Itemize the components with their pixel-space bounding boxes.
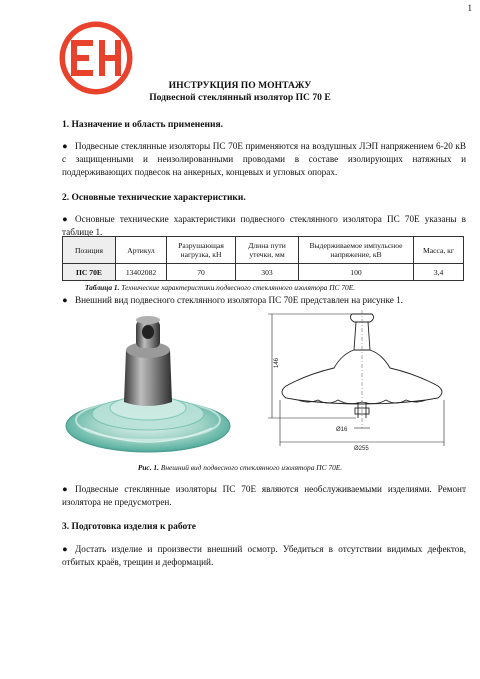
table-cell: 70 — [167, 264, 236, 281]
page-number: 1 — [467, 3, 472, 13]
section3-body: Достать изделие и произвести внешний осмотр. Убедиться в отсутствии видимых дефектов, отбитых краёв, трещин и деформаций. — [62, 544, 466, 567]
table-header: Позиция — [63, 237, 116, 264]
bullet-icon: ● — [62, 141, 68, 151]
section1-heading: 1. Назначение и область применения. — [62, 120, 223, 130]
bullet-icon: ● — [62, 295, 68, 305]
doc-subtitle: Подвесной стеклянный изолятор ПС 70 Е — [149, 92, 331, 103]
height-dimension: 146 — [274, 357, 280, 368]
insulator-drawing — [268, 310, 468, 460]
table-header: Выдерживаемое импульсное напряжение, кВ — [299, 237, 414, 264]
bullet-icon: ● — [62, 484, 68, 494]
figure-intro-text: Внешний вид подвесного стеклянного изолятора ПС 70Е представлен на рисунке 1. — [75, 295, 403, 305]
table-caption — [0, 283, 460, 292]
table-cell: 3,4 — [414, 264, 464, 281]
maintenance-text: Подвесные стеклянные изоляторы ПС 70Е являются необслуживаемыми изделиями. Ремонт изолятора не предусмотрен. — [62, 484, 466, 507]
doc-title: ИНСТРУКЦИЯ ПО МОНТАЖУ — [168, 80, 312, 91]
table-header: Длина пути утечки, мм — [236, 237, 299, 264]
section2-heading: 2. Основные технические характеристики. — [62, 193, 246, 203]
specs-table — [62, 236, 464, 281]
table-caption-label: Таблица 1. — [84, 283, 120, 292]
figure-caption-label: Рис. 1. — [137, 463, 159, 472]
table-header: Артикул — [116, 237, 167, 264]
figure-caption-text: Внешний вид подвесного стеклянного изолятора ПС 70Е. — [160, 463, 343, 472]
table-cell: ПС 70Е — [63, 264, 116, 281]
section3-heading: 3. Подготовка изделия к работе — [62, 522, 196, 532]
insulator-photo — [64, 310, 232, 460]
bullet-icon: ● — [62, 544, 68, 554]
section3-text — [62, 543, 466, 569]
section1-text — [62, 140, 466, 179]
figure-intro — [62, 294, 466, 307]
table-cell: 100 — [299, 264, 414, 281]
pin-dimension: Ø16 — [336, 427, 348, 433]
table-caption-text: Технические характеристики подвесного стеклянного изолятора ПС 70Е. — [121, 283, 356, 292]
table-cell: 303 — [236, 264, 299, 281]
bullet-icon: ● — [62, 214, 68, 224]
table-header: Масса, кг — [414, 237, 464, 264]
table-header: Разрушающая нагрузка, кН — [167, 237, 236, 264]
diameter-dimension: Ø255 — [354, 446, 369, 452]
section2-intro-text: Основные технические характеристики подвесного стеклянного изолятора ПС 70Е указаны в таблице 1. — [62, 214, 466, 237]
figure-caption — [0, 463, 480, 472]
table-row — [63, 264, 464, 281]
table-header-row — [63, 237, 464, 264]
table-cell: 13402082 — [116, 264, 167, 281]
maintenance-note — [62, 483, 466, 509]
section1-body: Подвесные стеклянные изоляторы ПС 70Е применяются на воздушных ЛЭП напряжением 6-20 кВ с защищенными и неизолированными проводами в составе изолирующих натяжных и поддерживающих подвесок на анкерных, концевых и угловых опорах. — [62, 141, 466, 177]
